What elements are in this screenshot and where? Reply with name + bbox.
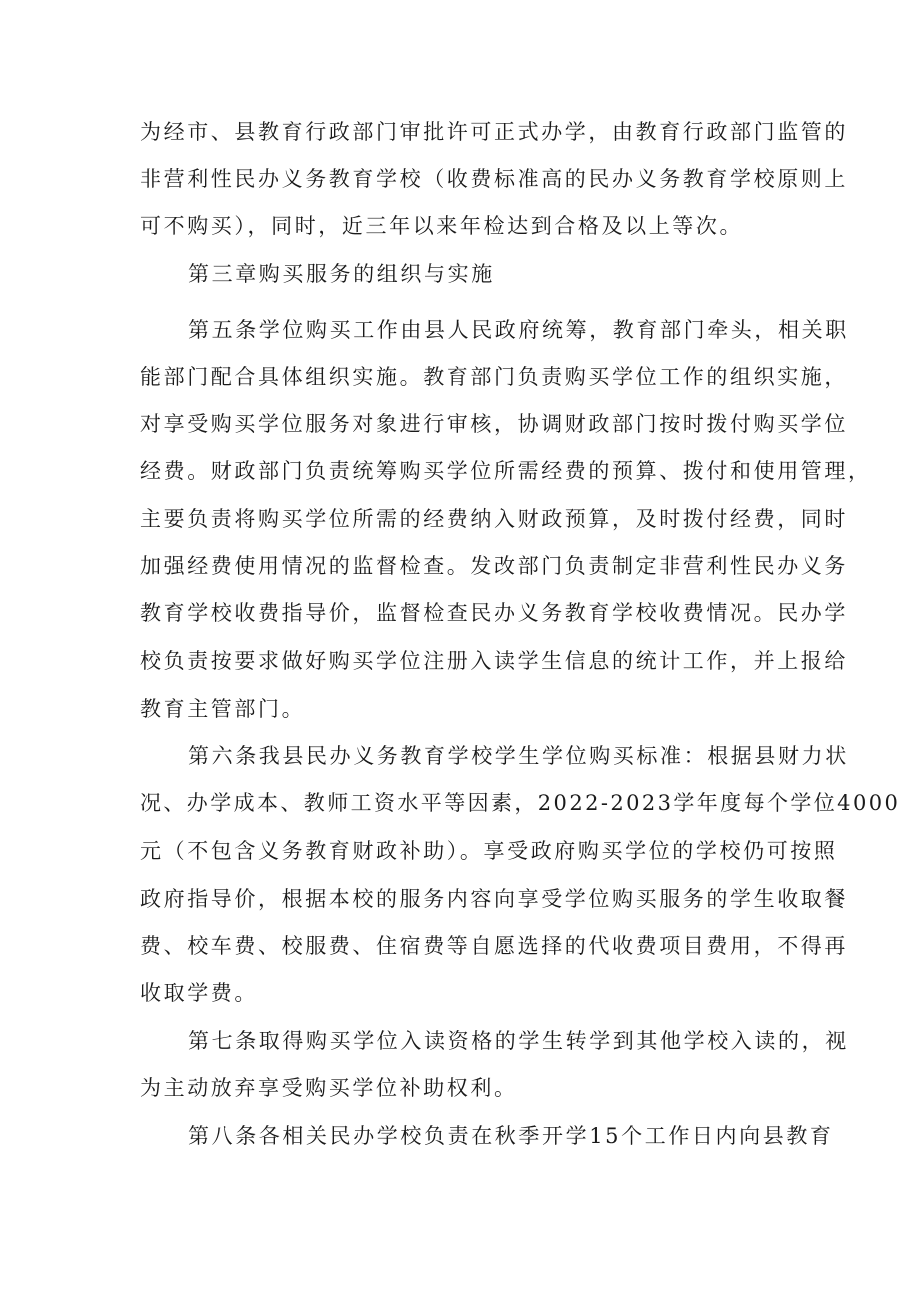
text-line: 加强经费使用情况的监督检查。发改部门负责制定非营利性民办义务 xyxy=(140,554,848,578)
text-line: 收取学费。 xyxy=(140,981,258,1005)
text-line: 政府指导价，根据本校的服务内容向享受学位购买服务的学生收取餐 xyxy=(140,887,848,911)
text-line: 对享受购买学位服务对象进行审核，协调财政部门按时拨付购买学位 xyxy=(140,412,848,436)
text-line: 能部门配合具体组织实施。教育部门负责购买学位工作的组织实施， xyxy=(140,365,848,389)
text-line: 教育学校收费指导价，监督检查民办义务教育学校收费情况。民办学 xyxy=(140,601,848,625)
text-line: 为主动放弃享受购买学位补助权利。 xyxy=(140,1076,518,1100)
text-line: 非营利性民办义务教育学校（收费标准高的民办义务教育学校原则上 xyxy=(140,167,848,191)
text-line: 况、办学成本、教师工资水平等因素，2022-2023学年度每个学位4000 xyxy=(140,791,901,815)
text-line: 第八条各相关民办学校负责在秋季开学15个工作日内向县教育 xyxy=(188,1124,834,1148)
text-line: 元（不包含义务教育财政补助）。享受政府购买学位的学校仍可按照 xyxy=(140,839,838,863)
text-line: 第五条学位购买工作由县人民政府统筹，教育部门牵头，相关职 xyxy=(188,318,849,342)
text-line: 可不购买），同时，近三年以来年检达到合格及以上等次。 xyxy=(140,214,744,238)
chapter-heading: 第三章购买服务的组织与实施 xyxy=(188,262,495,286)
text-line: 为经市、县教育行政部门审批许可正式办学，由教育行政部门监管的 xyxy=(140,120,848,144)
text-line: 经费。财政部门负责统筹购买学位所需经费的预算、拨付和使用管理， xyxy=(140,459,872,483)
text-line: 第六条我县民办义务教育学校学生学位购买标准：根据县财力状 xyxy=(188,744,849,768)
text-line: 第七条取得购买学位入读资格的学生转学到其他学校入读的，视 xyxy=(188,1029,849,1053)
text-line: 主要负责将购买学位所需的经费纳入财政预算，及时拨付经费，同时 xyxy=(140,507,848,531)
text-line: 校负责按要求做好购买学位注册入读学生信息的统计工作，并上报给 xyxy=(140,649,848,673)
text-line: 费、校车费、校服费、住宿费等自愿选择的代收费项目费用，不得再 xyxy=(140,934,848,958)
text-line: 教育主管部门。 xyxy=(140,697,306,721)
